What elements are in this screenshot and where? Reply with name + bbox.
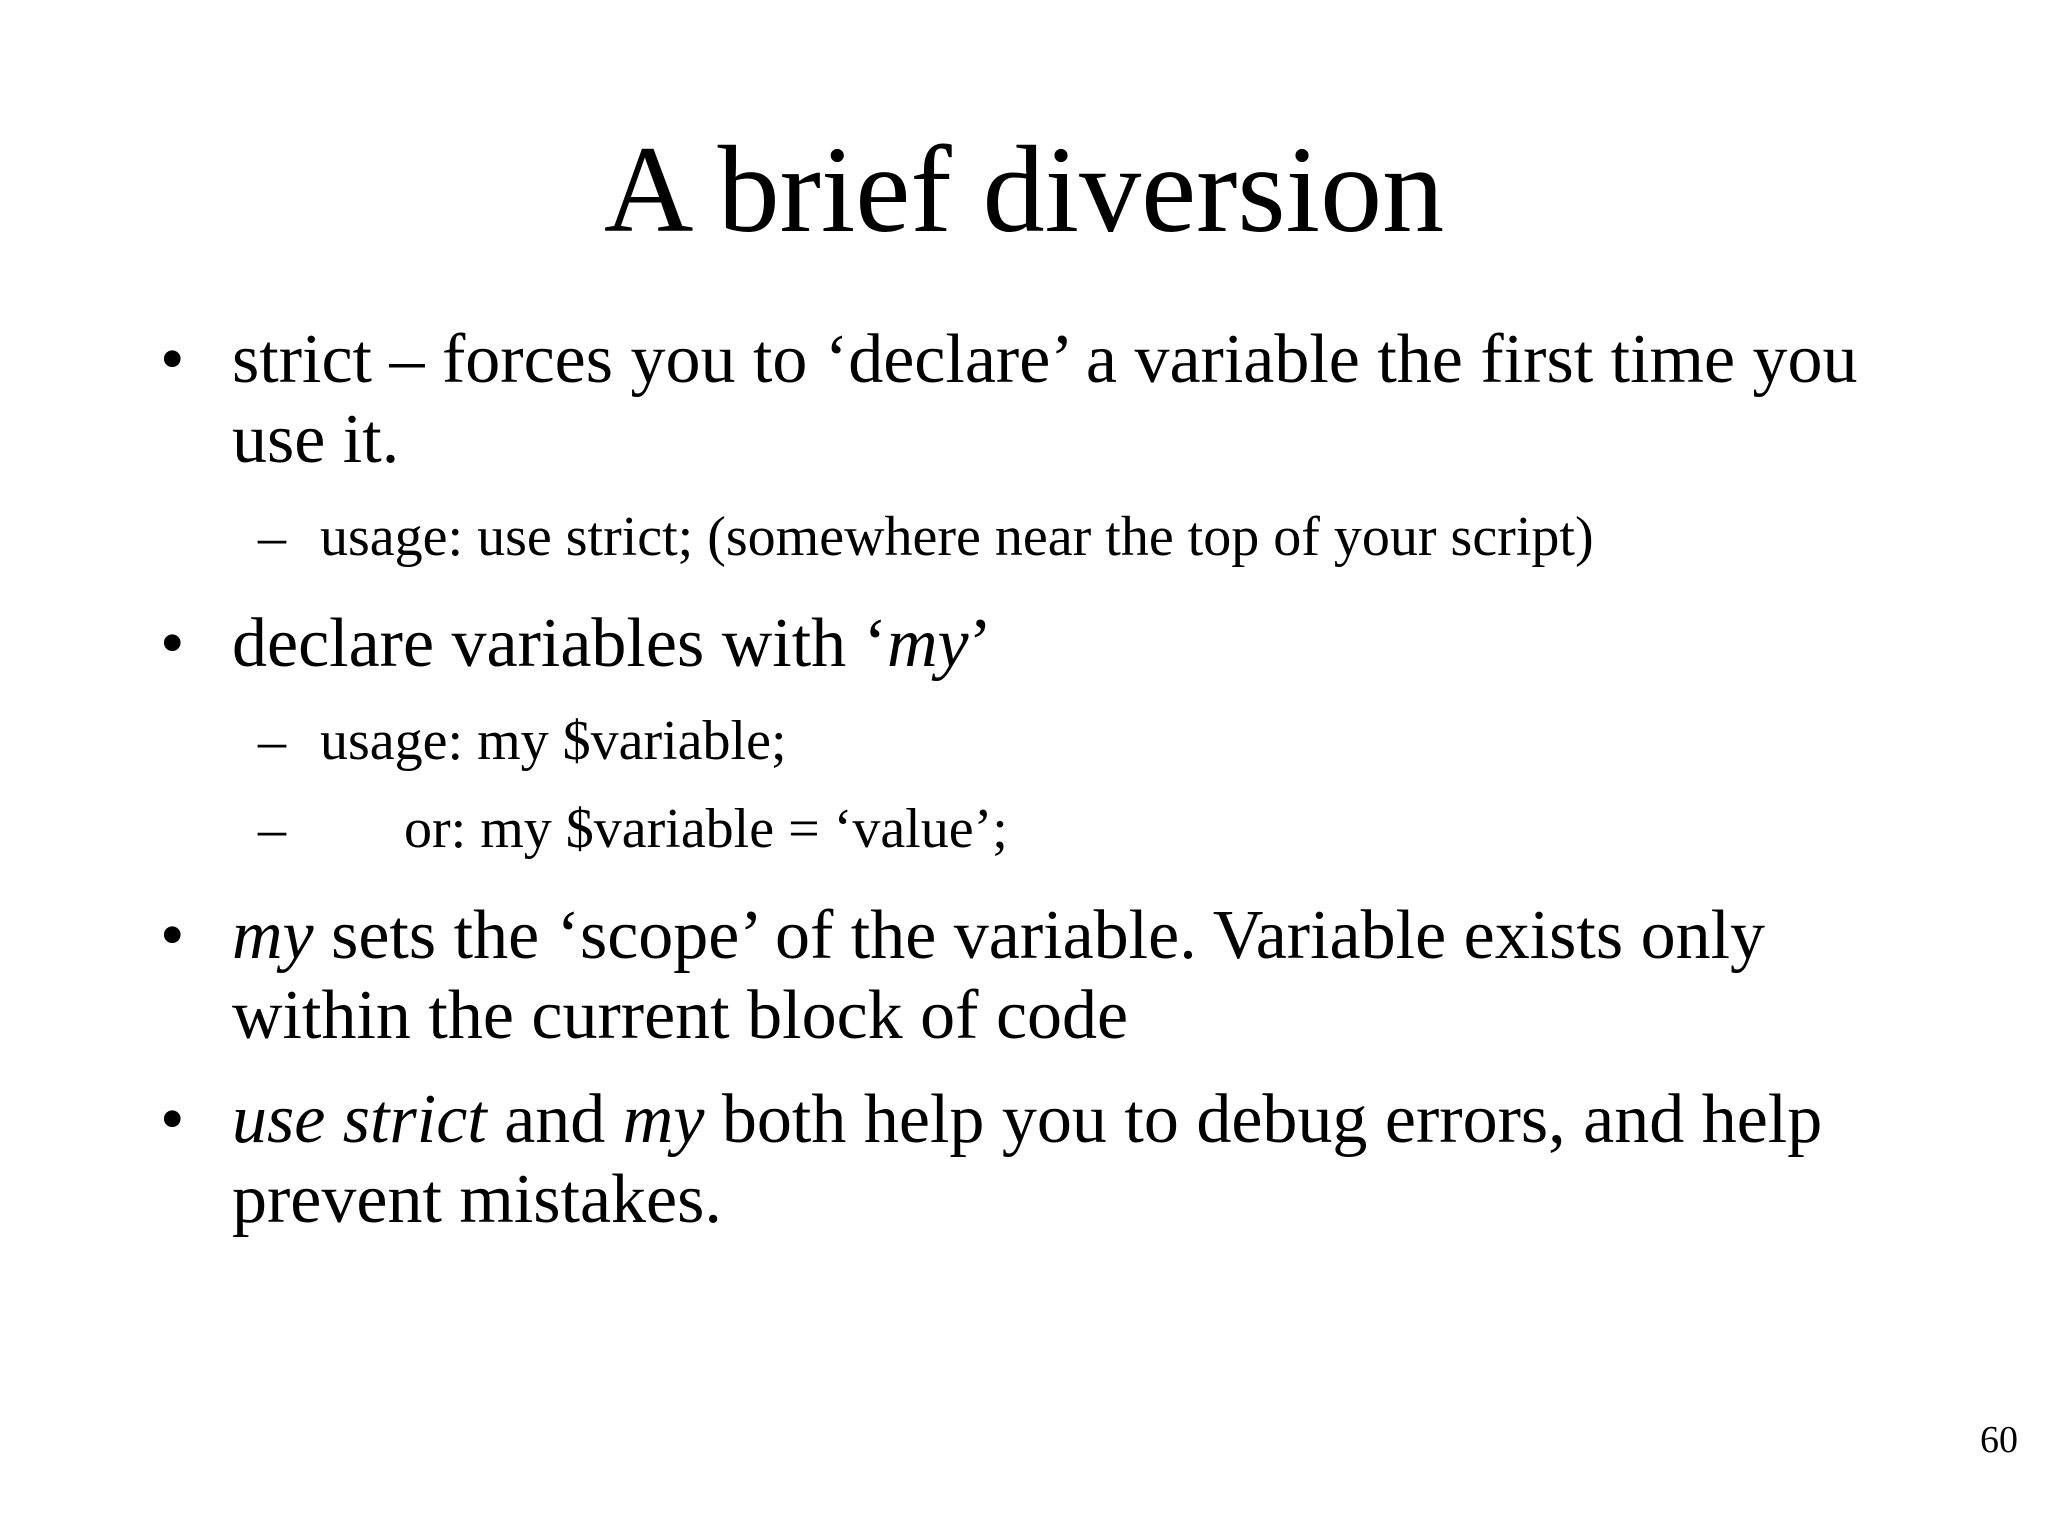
bullet-my-scope: [150, 896, 1950, 1056]
bullet-text-em: my: [886, 605, 969, 682]
sub-bullet-text: usage: my $variable;: [320, 710, 787, 772]
slide-title: A brief diversion: [603, 121, 1445, 258]
bullet-list: [150, 320, 1950, 1250]
bullet-icon: •: [160, 605, 185, 682]
sub-bullet-text: usage: use strict; (somewhere near the top of your script): [320, 506, 1594, 568]
sub-bullet-my-or: [150, 796, 1950, 862]
bullet-text-post: both help you to debug errors, and help prevent mistakes.: [232, 1081, 1823, 1238]
bullet-strict-and-my: [150, 1080, 1950, 1240]
dash-icon: –: [258, 506, 286, 568]
bullet-text-post: ’: [968, 605, 992, 682]
bullet-declare-my: [150, 604, 1950, 684]
bullet-icon: •: [160, 1081, 185, 1158]
bullet-text-post: sets the ‘scope’ of the variable. Variable exists only within the current block of code: [232, 897, 1766, 1054]
bullet-text-pre: declare variables with ‘: [232, 605, 887, 682]
bullet-icon: •: [160, 321, 185, 398]
bullet-text: strict – forces you to ‘declare’ a variable the first time you use it.: [232, 321, 1858, 478]
bullet-strict: [150, 320, 1950, 480]
bullet-text-mid: and: [486, 1081, 623, 1158]
sub-bullet-strict-usage: [150, 504, 1950, 570]
page-number: 60: [1980, 1419, 2018, 1461]
dash-icon: –: [258, 710, 286, 772]
sub-bullet-text: or: my $variable = ‘value’;: [404, 798, 1008, 860]
bullet-text-em: my: [232, 897, 314, 974]
bullet-text-em1: use strict: [232, 1081, 487, 1158]
sub-bullet-my-usage: [150, 708, 1950, 774]
bullet-icon: •: [160, 897, 185, 974]
dash-icon: –: [258, 798, 286, 860]
bullet-text-em2: my: [622, 1081, 705, 1158]
